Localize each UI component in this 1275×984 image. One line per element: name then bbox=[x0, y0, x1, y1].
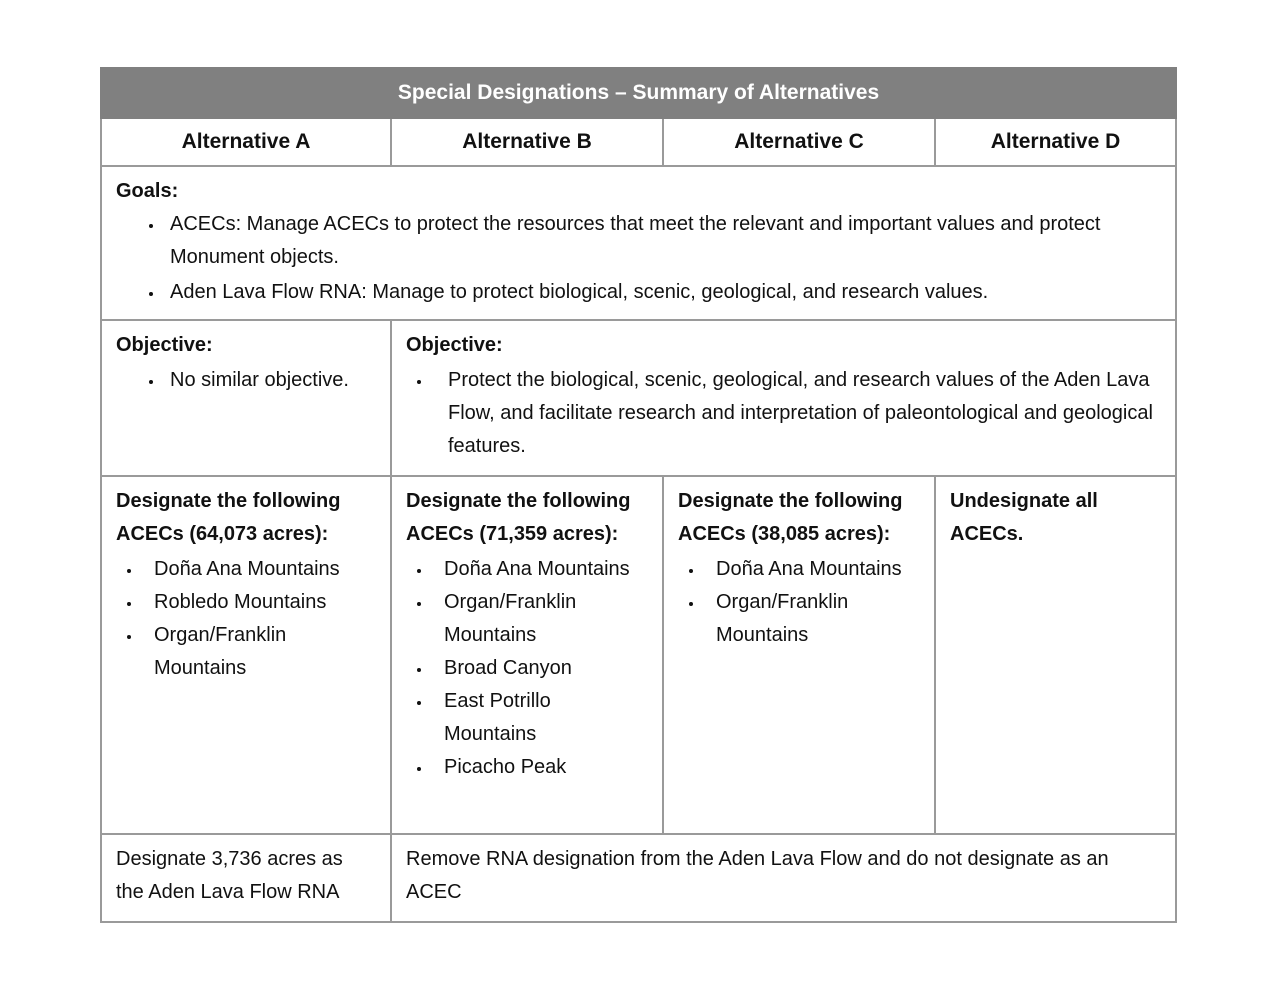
goal-item: • Aden Lava Flow RNA: Manage to protect biological, scenic, geological, and research values. bbox=[164, 276, 1161, 309]
rna-bcd-cell: Remove RNA designation from the Aden Lava Flow and do not designate as an ACEC bbox=[391, 834, 1176, 922]
special-designations-table bbox=[100, 67, 1177, 923]
goals-cell bbox=[101, 166, 1176, 320]
objective-bcd-cell bbox=[391, 320, 1176, 476]
header-alternative-c: Alternative C bbox=[663, 118, 935, 166]
objective-bcd-label: Objective: bbox=[406, 334, 503, 356]
objective-a-cell bbox=[101, 320, 391, 476]
goal-item: • ACECs: Manage ACECs to protect the resources that meet the relevant and important values and protect Monument objects. bbox=[164, 208, 1161, 274]
objective-a-label: Objective: bbox=[116, 334, 213, 356]
acec-c-item: • Organ/Franklin Mountains bbox=[704, 586, 920, 652]
acec-d-cell bbox=[935, 476, 1176, 834]
acec-b-item: • Doña Ana Mountains bbox=[432, 553, 648, 586]
table-title: Special Designations – Summary of Alternatives bbox=[101, 68, 1176, 118]
acec-b-item: • Broad Canyon bbox=[432, 652, 648, 685]
acec-b-cell bbox=[391, 476, 663, 834]
objective-a-item: • No similar objective. bbox=[164, 364, 376, 397]
acec-c-item: • Doña Ana Mountains bbox=[704, 553, 920, 586]
acec-a-item: • Robledo Mountains bbox=[142, 586, 376, 619]
header-alternative-b: Alternative B bbox=[391, 118, 663, 166]
rna-a-cell: Designate 3,736 acres as the Aden Lava Flow RNA bbox=[101, 834, 391, 922]
acec-d-heading: Undesignate all ACECs. bbox=[950, 490, 1098, 545]
acec-b-item: • East Potrillo Mountains bbox=[432, 685, 648, 751]
goals-label: Goals: bbox=[116, 180, 179, 202]
acec-a-heading: Designate the following ACECs (64,073 acres): bbox=[116, 490, 341, 545]
acec-a-item: • Organ/Franklin Mountains bbox=[142, 619, 376, 685]
acec-b-item: • Organ/Franklin Mountains bbox=[432, 586, 648, 652]
acec-a-cell bbox=[101, 476, 391, 834]
header-alternative-d: Alternative D bbox=[935, 118, 1176, 166]
header-alternative-a: Alternative A bbox=[101, 118, 391, 166]
acec-c-cell bbox=[663, 476, 935, 834]
objective-bcd-item: • Protect the biological, scenic, geological, and research values of the Aden Lava Flow, and facilitate research and interpretation of paleontological and geological features. bbox=[432, 364, 1161, 463]
acec-a-item: • Doña Ana Mountains bbox=[142, 553, 376, 586]
acec-c-heading: Designate the following ACECs (38,085 acres): bbox=[678, 490, 903, 545]
acec-b-heading: Designate the following ACECs (71,359 acres): bbox=[406, 490, 631, 545]
acec-b-item: • Picacho Peak bbox=[432, 751, 648, 784]
